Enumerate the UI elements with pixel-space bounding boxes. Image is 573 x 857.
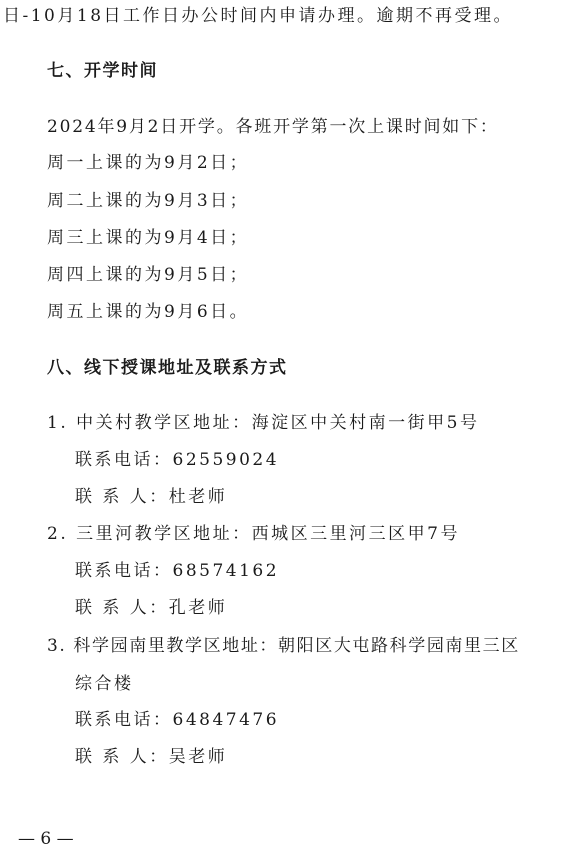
section-heading-locations: 八、线下授课地址及联系方式	[47, 358, 288, 378]
section-heading-school-start: 七、开学时间	[47, 61, 158, 81]
page-number: — 6 —	[18, 829, 74, 849]
text-line-monday: 周一上课的为9月2日；	[47, 153, 250, 173]
location-contact: 联 系 人：孔老师	[75, 598, 228, 618]
location-phone: 联系电话：68574162	[75, 561, 280, 581]
location-address: 2. 三里河教学区地址：西城区三里河三区甲7号	[47, 524, 460, 544]
text-line-thursday: 周四上课的为9月5日；	[47, 265, 250, 285]
text-line-wednesday: 周三上课的为9月4日；	[47, 228, 250, 248]
location-address: 1. 中关村教学区地址：海淀区中关村南一街甲5号	[47, 413, 480, 433]
location-contact: 联 系 人：杜老师	[75, 487, 228, 507]
text-line-start-date: 2024年9月2日开学。各班开学第一次上课时间如下：	[47, 117, 499, 137]
location-phone: 联系电话：64847476	[75, 710, 280, 730]
location-contact: 联 系 人：吴老师	[75, 747, 228, 767]
text-line-friday: 周五上课的为9月6日。	[47, 302, 250, 322]
text-line-deadline: 日-10月18日工作日办公时间内申请办理。逾期不再受理。	[3, 6, 514, 26]
text-line-tuesday: 周二上课的为9月3日；	[47, 191, 250, 211]
location-phone: 联系电话：62559024	[75, 450, 280, 470]
location-address-continued: 综合楼	[75, 674, 134, 694]
location-address: 3. 科学园南里教学区地址：朝阳区大屯路科学园南里三区	[47, 636, 520, 656]
